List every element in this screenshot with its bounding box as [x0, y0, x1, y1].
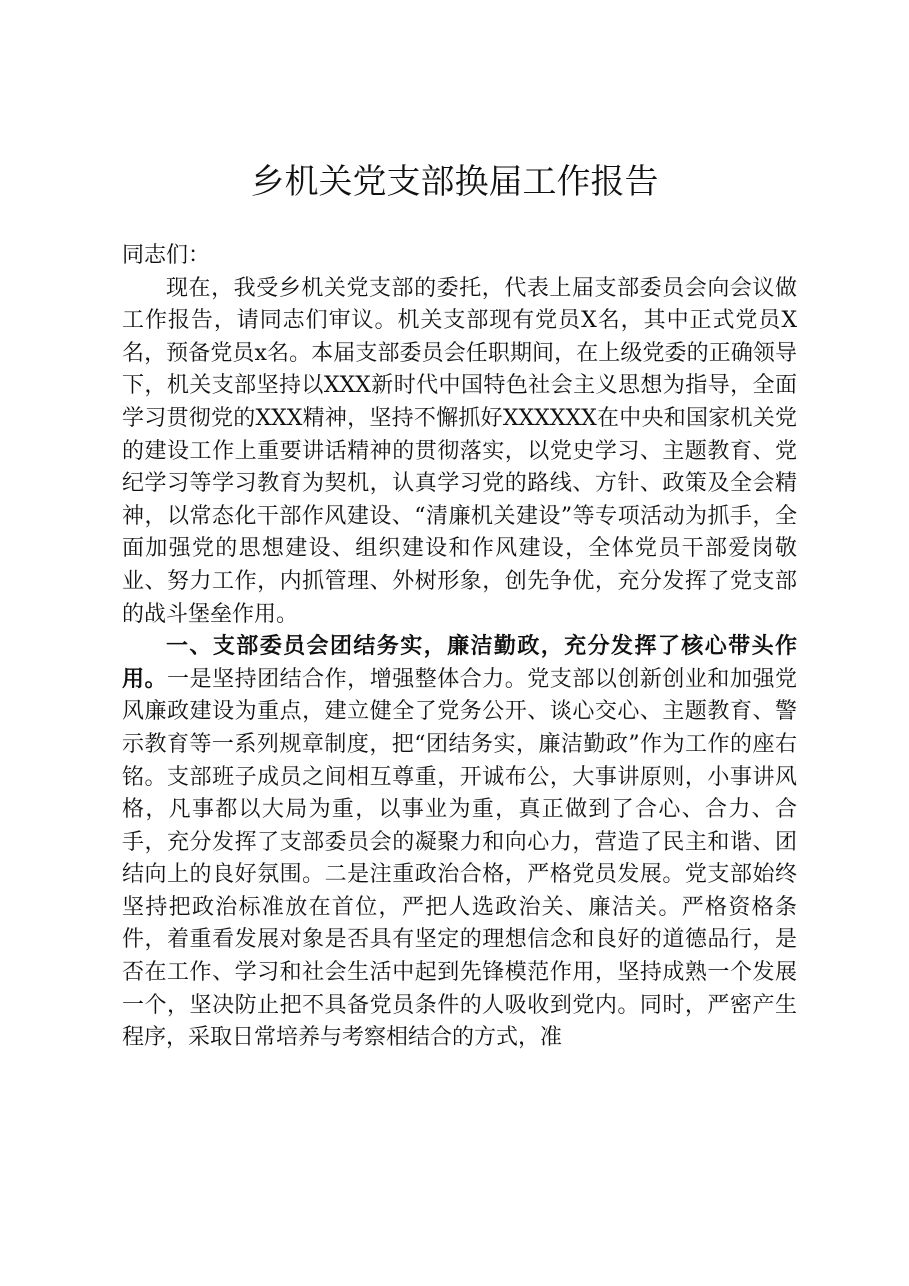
- paragraph-intro: 现在，我受乡机关党支部的委托，代表上届支部委员会向会议做工作报告，请同志们审议。机关支部现有党员X名，其中正式党员X名，预备党员x名。本届支部委员会任职期间，在上级党委的正确领导下，机关支部坚持以XXX新时代中国特色社会主义思想为指导，全面学习贯彻党的XXX精神，坚持不懈抓好XXXXXX在中央和国家机关党的建设工作上重要讲话精神的贯彻落实，以党史学习、主题教育、党纪学习等学习教育为契机，认真学习党的路线、方针、政策及全会精神，以常态化干部作风建设、“清廉机关建设”等专项活动为抓手，全面加强党的思想建设、组织建设和作风建设，全体党员干部爱岗敬业、努力工作，内抓管理、外树形象，创先争优，充分发挥了党支部的战斗堡垒作用。: [122, 275, 797, 627]
- paragraph-section-1: [122, 631, 797, 1055]
- document-title: 乡机关党支部换届工作报告: [250, 162, 659, 202]
- salutation: 同志们：: [122, 243, 211, 268]
- document-body: [122, 240, 797, 1055]
- section-body: 一是坚持团结合作，增强整体合力。党支部以创新创业和加强党风廉政建设为重点，建立健全了党务公开、谈心交心、主题教育、警示教育等一系列规章制度，把“团结务实，廉洁勤政”作为工作的座右铭。支部班子成员之间相互尊重，开诚布公，大事讲原则，小事讲风格，凡事都以大局为重，以事业为重，真正做到了合心、合力、合手，充分发挥了支部委员会的凝聚力和向心力，营造了民主和谐、团结向上的良好氛围。二是注重政治合格，严格党员发展。党支部始终坚持把政治标准放在首位，严把人选政治关、廉洁关。严格资格条件，着重看发展对象是否具有坚定的理想信念和良好的道德品行，是否在工作、学习和社会生活中起到先锋模范作用，坚持成熟一个发展一个，坚决防止把不具备党员条件的人吸收到党内。同时，严密产生程序，采取日常培养与考察相结合的方式，准: [122, 666, 797, 1051]
- section-heading: 一、支部委员会团结务实，廉洁勤政，充分发挥了核心带头作用。: [122, 634, 797, 692]
